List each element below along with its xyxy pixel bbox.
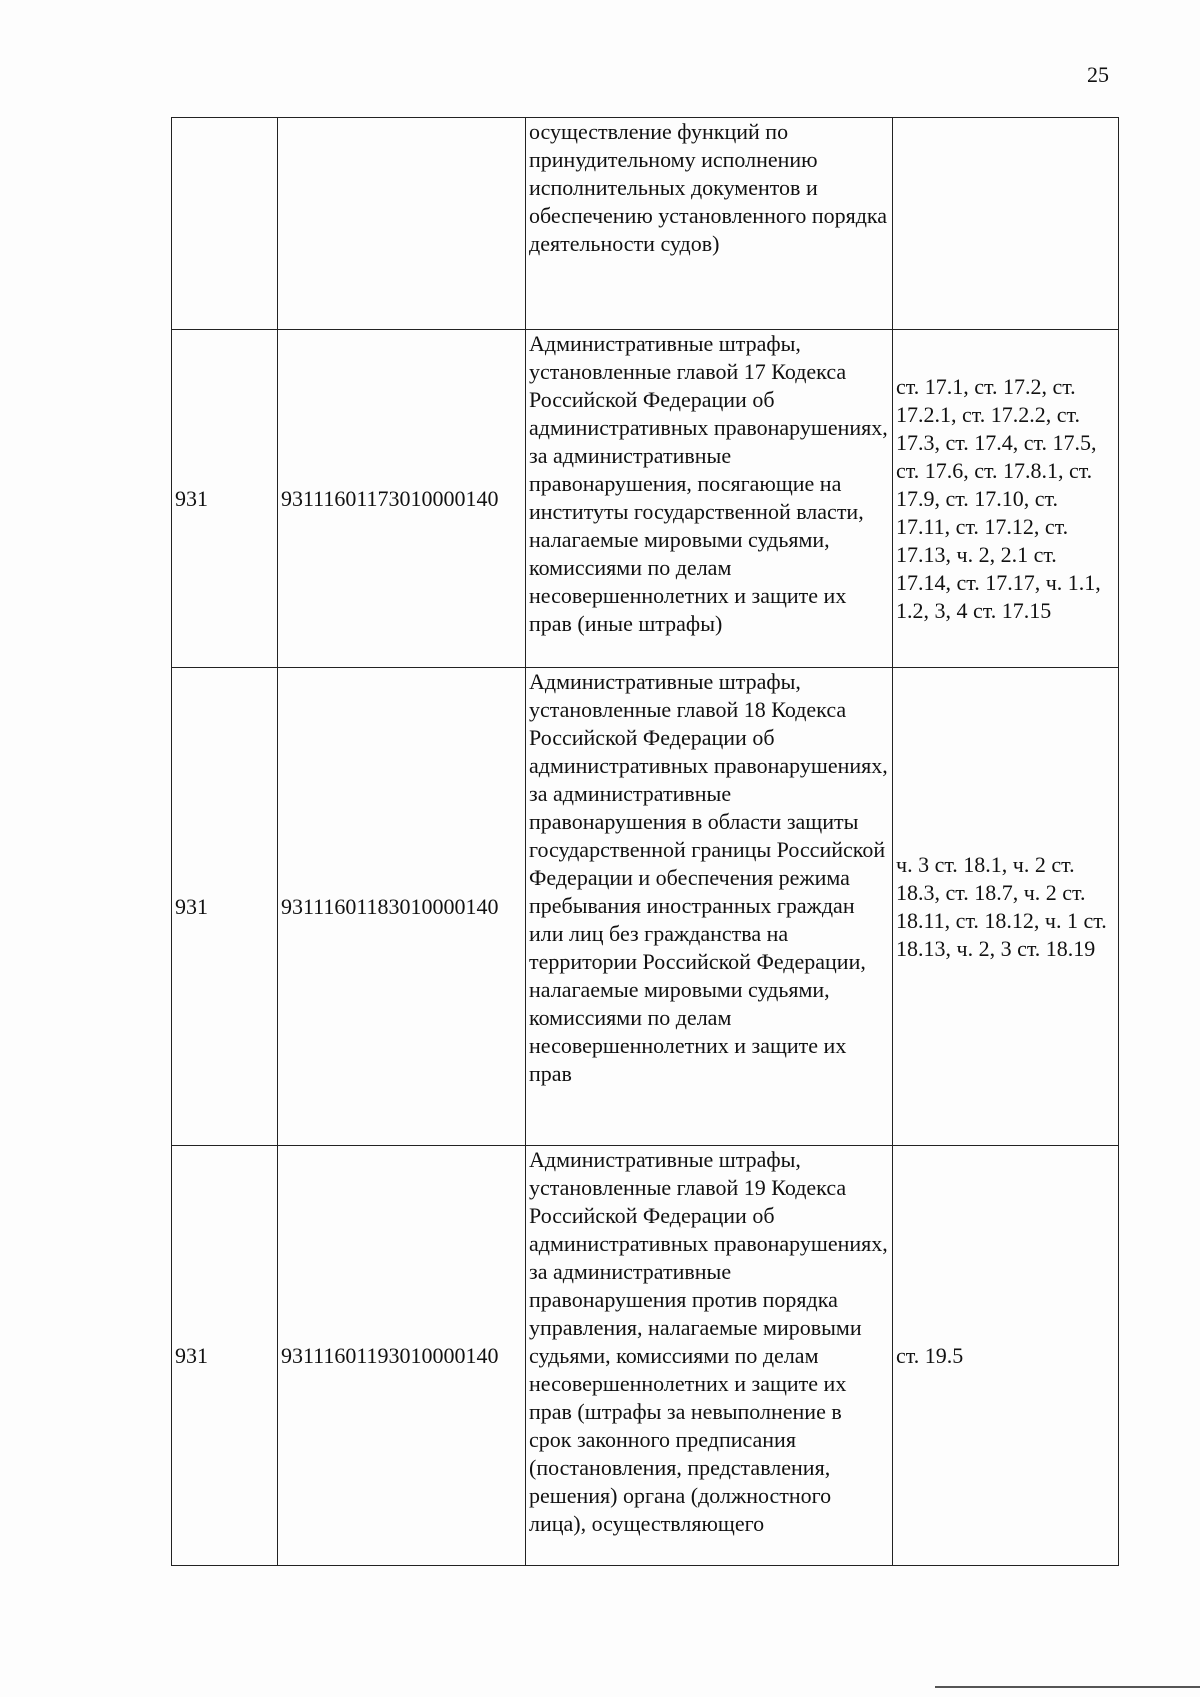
admin-code-cell [172, 118, 278, 330]
table-row [172, 1146, 1119, 1566]
table-row [172, 118, 1119, 330]
articles-cell [893, 118, 1119, 330]
budget-code-cell: 93111601183010000140 [278, 668, 526, 1146]
admin-code-cell: 931 [172, 668, 278, 1146]
page-number: 25 [1087, 62, 1109, 87]
description-cell: осуществление функций по принудительному исполнению исполнительных документов и обеспечению установленного порядка деятельности судов) [526, 118, 893, 330]
description-cell: Административные штрафы, установленные главой 18 Кодекса Российской Федерации об административных правонарушениях, за административные правонарушения в области защиты государственной границы Российской Федерации и обеспечения режима пребывания иностранных граждан или лиц без гражданства на территории Российской Федерации, налагаемые мировыми судьями, комиссиями по делам несовершеннолетних и защите их прав [526, 668, 893, 1146]
articles-cell: ст. 17.1, ст. 17.2, ст. 17.2.1, ст. 17.2.2, ст. 17.3, ст. 17.4, ст. 17.5, ст. 17.6, ст. 17.8.1, ст. 17.9, ст. 17.10, ст. 17.11, ст. 17.12, ст. 17.13, ч. 2, 2.1 ст. 17.14, ст. 17.17, ч. 1.1, 1.2, 3, 4 ст. 17.15 [893, 330, 1119, 668]
budget-codes-table [171, 117, 1119, 1566]
admin-code-cell: 931 [172, 330, 278, 668]
articles-cell: ч. 3 ст. 18.1, ч. 2 ст. 18.3, ст. 18.7, ч. 2 ст. 18.11, ст. 18.12, ч. 1 ст. 18.13, ч. 2, 3 ст. 18.19 [893, 668, 1119, 1146]
table-row [172, 330, 1119, 668]
admin-code-cell: 931 [172, 1146, 278, 1566]
description-cell: Административные штрафы, установленные главой 19 Кодекса Российской Федерации об административных правонарушениях, за административные правонарушения против порядка управления, налагаемые мировыми судьями, комиссиями по делам несовершеннолетних и защите их прав (штрафы за невыполнение в срок законного предписания (постановления, представления, решения) органа (должностного лица), осуществляющего [526, 1146, 893, 1566]
budget-code-cell: 93111601193010000140 [278, 1146, 526, 1566]
scan-edge-line [935, 1686, 1200, 1688]
budget-code-cell [278, 118, 526, 330]
table-row [172, 668, 1119, 1146]
description-cell: Административные штрафы, установленные главой 17 Кодекса Российской Федерации об административных правонарушениях, за административные правонарушения, посягающие на институты государственной власти, налагаемые мировыми судьями, комиссиями по делам несовершеннолетних и защите их прав (иные штрафы) [526, 330, 893, 668]
articles-cell: ст. 19.5 [893, 1146, 1119, 1566]
budget-code-cell: 93111601173010000140 [278, 330, 526, 668]
